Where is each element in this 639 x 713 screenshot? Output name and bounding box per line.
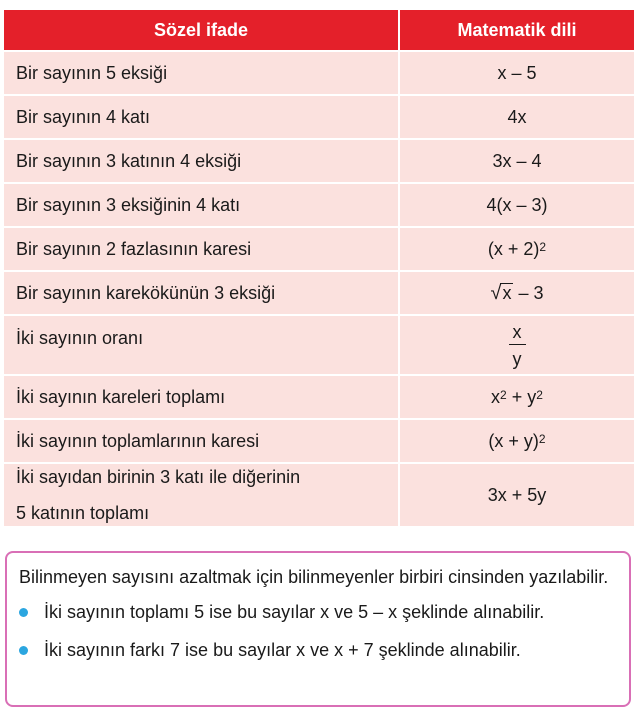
table-row bbox=[4, 272, 634, 314]
math-cell: 3x + 5y bbox=[400, 464, 634, 526]
table-row bbox=[4, 376, 634, 418]
math-operator: + y bbox=[506, 386, 537, 407]
verbal-cell: Bir sayının 5 eksiği bbox=[4, 52, 398, 94]
verbal-cell: İki sayının oranı bbox=[4, 316, 398, 374]
math-term-a: x bbox=[491, 386, 501, 407]
math-cell: 3x – 4 bbox=[400, 140, 634, 182]
fraction-numerator: x bbox=[509, 323, 526, 345]
math-cell bbox=[400, 316, 634, 374]
square-root bbox=[490, 283, 513, 303]
expression-table bbox=[4, 10, 634, 528]
radicand: x bbox=[502, 283, 512, 304]
table-header bbox=[4, 10, 634, 50]
math-cell: x $^2$ + y $^2$ bbox=[400, 376, 634, 418]
table-row bbox=[4, 228, 634, 270]
note-bullet bbox=[19, 637, 617, 663]
verbal-cell: Bir sayının karekökünün 3 eksiği bbox=[4, 272, 398, 314]
verbal-cell: Bir sayının 2 fazlasının karesi bbox=[4, 228, 398, 270]
math-rest: – 3 bbox=[513, 282, 544, 303]
math-base: (x + y) bbox=[488, 430, 539, 451]
verbal-cell: Bir sayının 3 katının 4 eksiği bbox=[4, 140, 398, 182]
bullet-text: İki sayının farkı 7 ise bu sayılar x ve x + 7 şeklinde alınabilir. bbox=[44, 640, 521, 660]
table-row bbox=[4, 96, 634, 138]
table-row bbox=[4, 464, 634, 526]
math-cell bbox=[400, 272, 634, 314]
table-row bbox=[4, 316, 634, 374]
table-row bbox=[4, 52, 634, 94]
table-row bbox=[4, 140, 634, 182]
verbal-cell: İki sayının toplamlarının karesi bbox=[4, 420, 398, 462]
table-row bbox=[4, 420, 634, 462]
bullet-text: İki sayının toplamı 5 ise bu sayılar x ve 5 – x şeklinde alınabilir. bbox=[44, 602, 545, 622]
math-cell: 4(x – 3) bbox=[400, 184, 634, 226]
radical-sign-icon: √ bbox=[490, 282, 502, 304]
fraction-denominator: y bbox=[512, 348, 522, 369]
header-verbal: Sözel ifade bbox=[4, 10, 398, 50]
verbal-cell: İki sayının kareleri toplamı bbox=[4, 376, 398, 418]
note-intro: Bilinmeyen sayısını azaltmak için bilinmeyenler birbiri cinsinden yazılabilir. bbox=[19, 567, 609, 587]
verbal-line-1: İki sayıdan birinin 3 katı ile diğerinin bbox=[16, 467, 301, 487]
note-bullet bbox=[19, 599, 617, 625]
bullet-dot-icon bbox=[19, 608, 28, 617]
math-cell: (x + 2) $^2$ bbox=[400, 228, 634, 270]
verbal-line-2: 5 katının toplamı bbox=[16, 503, 150, 523]
math-cell: (x + y) $^2$ bbox=[400, 420, 634, 462]
verbal-cell bbox=[4, 464, 398, 526]
math-cell: 4x bbox=[400, 96, 634, 138]
fraction bbox=[509, 323, 526, 368]
math-base: (x + 2) bbox=[487, 238, 540, 259]
verbal-cell: Bir sayının 3 eksiğinin 4 katı bbox=[4, 184, 398, 226]
table-row bbox=[4, 184, 634, 226]
verbal-cell: Bir sayının 4 katı bbox=[4, 96, 398, 138]
header-math: Matematik dili bbox=[400, 10, 634, 50]
bullet-dot-icon bbox=[19, 646, 28, 655]
math-cell: x – 5 bbox=[400, 52, 634, 94]
info-note bbox=[5, 551, 631, 707]
